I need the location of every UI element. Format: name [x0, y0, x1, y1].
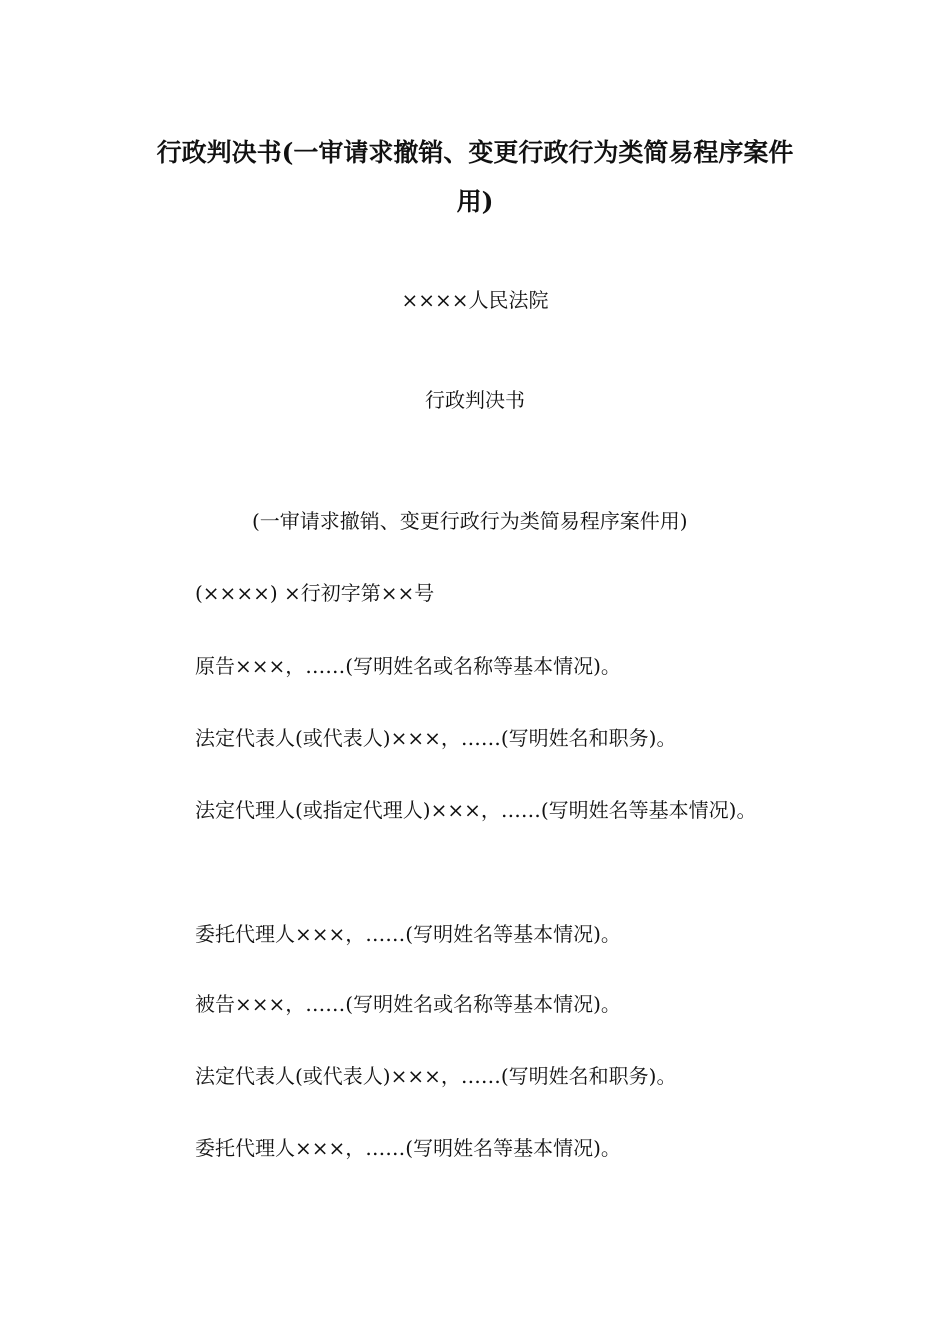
defendant-entrusted-agent-paragraph: 委托代理人×××，……(写明姓名等基本情况)。 [195, 1136, 621, 1160]
defendant-legal-representative-paragraph: 法定代表人(或代表人)×××，……(写明姓名和职务)。 [195, 1064, 677, 1088]
court-name: ××××人民法院 [401, 288, 549, 312]
plaintiff-statutory-agent-paragraph: 法定代理人(或指定代理人)×××，……(写明姓名等基本情况)。 [195, 798, 757, 822]
plaintiff-entrusted-agent-paragraph: 委托代理人×××，……(写明姓名等基本情况)。 [195, 922, 621, 946]
document-subtitle: (一审请求撤销、变更行政行为类简易程序案件用) [252, 509, 688, 533]
plaintiff-legal-representative-paragraph: 法定代表人(或代表人)×××，……(写明姓名和职务)。 [195, 726, 677, 750]
defendant-paragraph: 被告×××，……(写明姓名或名称等基本情况)。 [195, 992, 621, 1016]
case-number: (××××) ×行初字第××号 [195, 581, 435, 605]
document-type-heading: 行政判决书 [425, 388, 525, 412]
plaintiff-paragraph: 原告×××，……(写明姓名或名称等基本情况)。 [195, 654, 621, 678]
document-title: 行政判决书(一审请求撤销、变更行政行为类简易程序案件用) [156, 138, 794, 216]
